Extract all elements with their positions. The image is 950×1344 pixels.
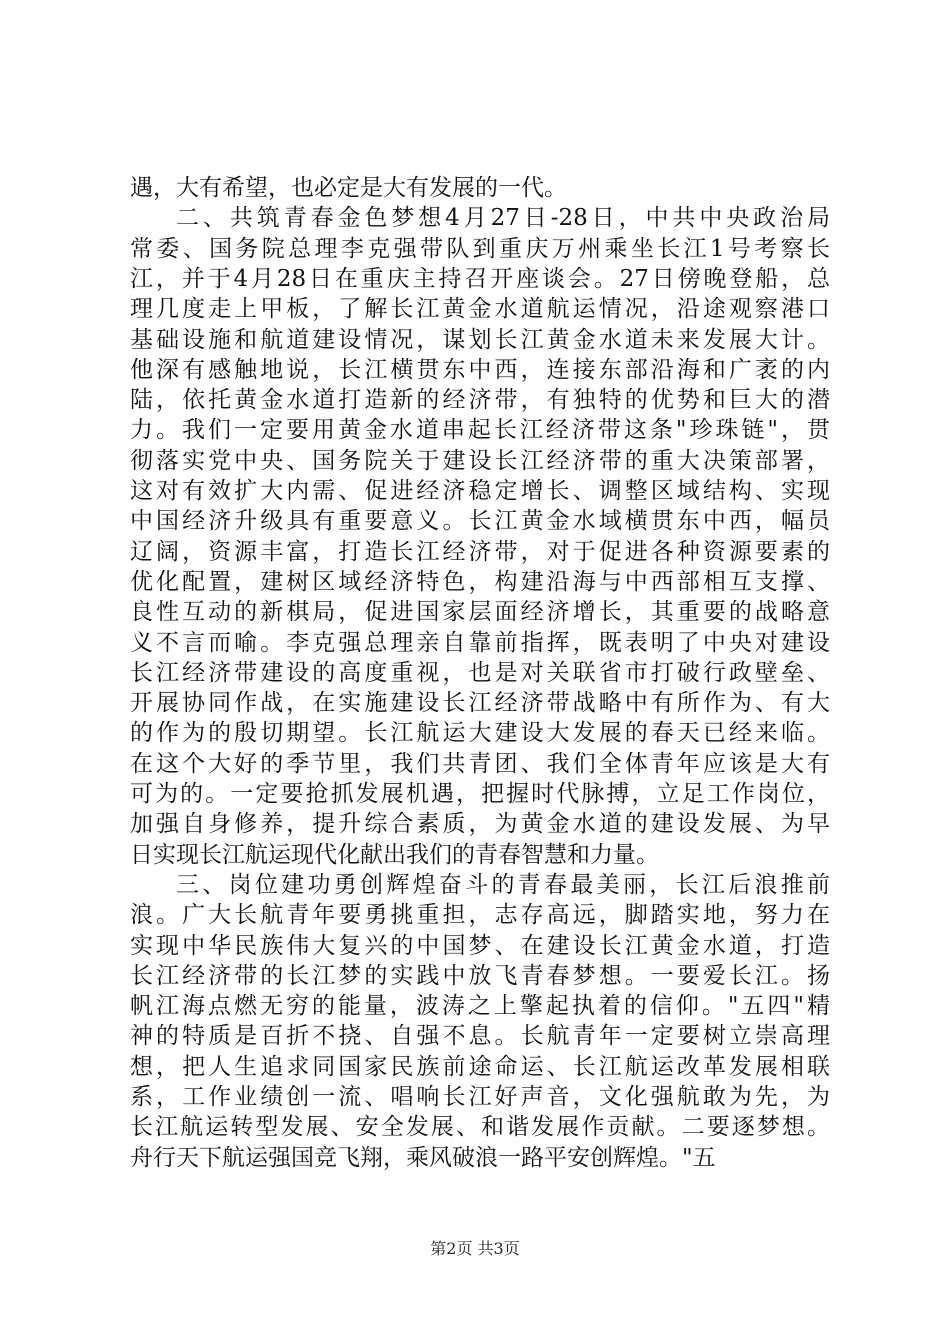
text-line: 良性互动的新棋局，促进国家层面经济增长，其重要的战略意 [130,599,830,626]
text-line: 长江航运转型发展、安全发展、和谐发展作贡献。二要逐梦想。 [130,1114,830,1141]
text-line: 三、岗位建功勇创辉煌奋斗的青春最美丽，长江后浪推前 [176,871,830,898]
text-line: 基础设施和航道建设情况，谋划长江黄金水道未来发展大计。 [130,326,830,353]
text-line: 的作为的殷切期望。长江航运大建设大发展的春天已经来临。 [130,720,830,747]
text-line: 理几度走上甲板，了解长江黄金水道航运情况，沿途观察港口 [130,296,830,323]
text-line: 实现中华民族伟大复兴的中国梦、在建设长江黄金水道，打造 [130,932,830,959]
text-line: 舟行天下航运强国竞飞翔，乘风破浪一路平安创辉煌。"五 [130,1144,716,1171]
text-line: 系，工作业绩创一流、唱响长江好声音，文化强航敢为先，为 [130,1084,830,1110]
text-line: 这对有效扩大内需、促进经济稳定增长、调整区域结构、实现 [130,478,830,504]
text-line: 神的特质是百折不挠、自强不息。长航青年一定要树立崇高理 [130,1023,830,1050]
text-line: 义不言而喻。李克强总理亲自靠前指挥，既表明了中央对建设 [130,629,830,656]
text-line: 可为的。一定要抢抓发展机遇，把握时代脉搏，立足工作岗位， [130,781,830,807]
text-line: 彻落实党中央、国务院关于建设长江经济带的重大决策部署， [130,447,830,474]
text-line: 帆江海点燃无穷的能量，波涛之上擎起执着的信仰。"五四"精 [130,993,830,1020]
text-line: 开展协同作战，在实施建设长江经济带战略中有所作为、有大 [130,690,830,717]
text-line: 加强自身修养，提升综合素质，为黄金水道的建设发展、为早 [130,811,830,838]
text-line: 他深有感触地说，长江横贯东中西，连接东部沿海和广袤的内 [130,356,830,383]
text-line: 想，把人生追求同国家民族前途命运、长江航运改革发展相联 [130,1053,830,1080]
text-line: 长江经济带的长江梦的实践中放飞青春梦想。一要爱长江。扬 [130,962,830,989]
text-line: 辽阔，资源丰富，打造长江经济带，对于促进各种资源要素的 [130,538,830,565]
text-line: 日实现长江航运现代化献出我们的青春智慧和力量。 [130,841,659,868]
text-line: 在这个大好的季节里，我们共青团、我们全体青年应该是大有 [130,750,830,777]
text-line: 遇，大有希望，也必定是大有发展的一代。 [130,175,567,201]
text-line: 力。我们一定要用黄金水道串起长江经济带这条"珍珠链"，贯 [130,417,830,444]
text-line: 常委、国务院总理李克强带队到重庆万州乘坐长江1号考察长 [130,235,830,262]
text-line: 江，并于4月28日在重庆主持召开座谈会。27日傍晚登船，总 [130,265,830,292]
text-line: 陆，依托黄金水道打造新的经济带，有独特的优势和巨大的潜 [130,387,830,414]
text-line: 浪。广大长航青年要勇挑重担，志存高远，脚踏实地，努力在 [130,902,830,929]
text-line: 二、共筑青春金色梦想4月27日-28日，中共中央政治局 [176,205,830,232]
text-line: 优化配置，建树区域经济特色，构建沿海与中西部相互支撑、 [130,568,830,595]
text-line: 长江经济带建设的高度重视，也是对关联省市打破行政壁垒、 [130,659,830,686]
text-line: 中国经济升级具有重要意义。长江黄金水域横贯东中西，幅员 [130,508,830,535]
page-footer: 第2页 共3页 [430,1239,520,1258]
